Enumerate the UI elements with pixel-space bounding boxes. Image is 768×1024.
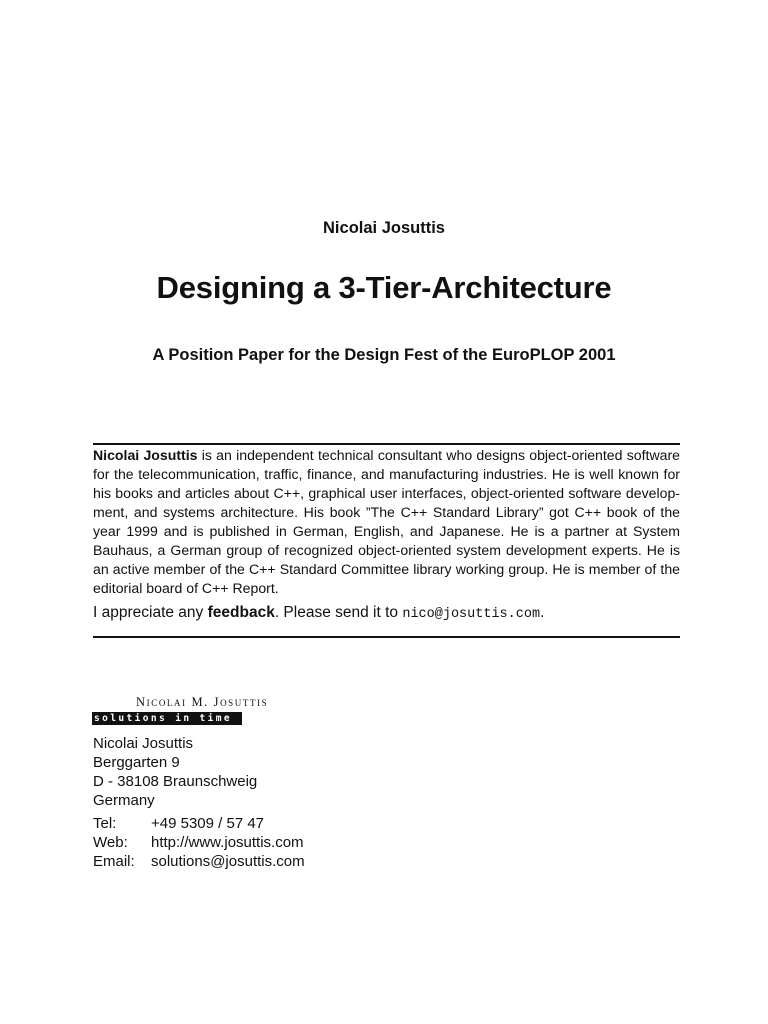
address-street: Berggarten 9 [93, 754, 180, 771]
feedback-email-link[interactable]: nico@josuttis.com [402, 607, 541, 622]
author-name: Nicolai Josuttis [323, 219, 445, 237]
postal-address [93, 734, 257, 810]
top-divider [93, 443, 680, 445]
email-link[interactable]: solutions@josuttis.com [151, 853, 305, 870]
feedback-line [93, 603, 680, 625]
document-subtitle: A Position Paper for the Design Fest of the EuroPLOP 2001 [152, 346, 616, 364]
author-bio [93, 446, 680, 598]
contact-row-web [93, 833, 305, 852]
phone-label: Tel: [93, 815, 117, 832]
feedback-emphasis: feedback [207, 604, 275, 621]
web-link[interactable]: http://www.josuttis.com [151, 834, 304, 851]
contact-details [93, 814, 305, 871]
bio-author-name: Nicolai Josuttis [93, 447, 198, 463]
feedback-middle: . Please send it to [274, 604, 403, 621]
bottom-divider [93, 636, 680, 638]
company-logo-name: Nicolai M. Josuttis [136, 695, 269, 709]
contact-row-email [93, 852, 305, 871]
bio-text: is an independent technical consultant who designs object-oriented software for the telecommunication, traffic, finance, and manufacturing industries. He is well known for his books and articles about C++, graphical user interfaces, object-oriented software develop- ment, and systems architecture. His book ”The C++ Standard Library” got C++ book of the year 1999 and is published in German, English, and Japanese. He is a partner at System Bauhaus, a German group of recognized object-oriented system development experts. He is an active member of the C++ Standard Committee library working group. He is member of the editorial board of C++ Report. [93, 447, 680, 596]
web-label: Web: [93, 834, 128, 851]
feedback-prefix: I appreciate any [93, 604, 208, 621]
contact-row-phone [93, 814, 305, 833]
feedback-suffix: . [540, 604, 545, 621]
email-label: Email: [93, 853, 135, 870]
address-name: Nicolai Josuttis [93, 735, 194, 752]
company-logo-tagline: solutions in time [92, 712, 242, 725]
address-country: Germany [93, 792, 155, 809]
phone-value: +49 5309 / 57 47 [151, 815, 265, 832]
document-title: Designing a 3-Tier-Architecture [156, 270, 612, 305]
address-city: D - 38108 Braunschweig [93, 773, 258, 790]
